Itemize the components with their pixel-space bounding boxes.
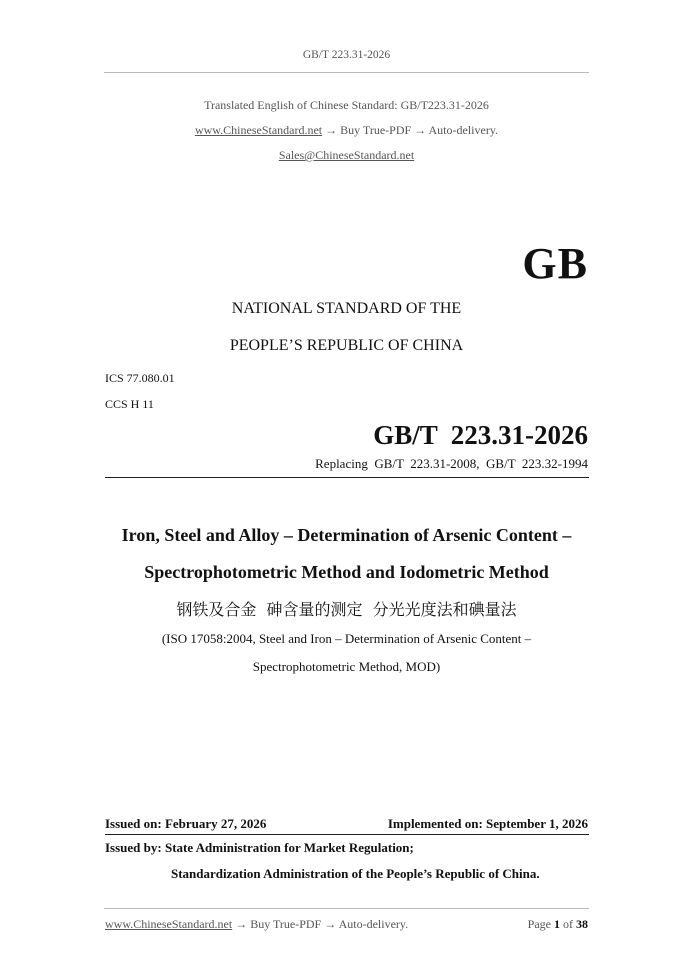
issued-by-line2: Standardization Administration of the People’s Republic of China. (171, 866, 540, 881)
buy-text: Buy True-PDF (340, 123, 412, 137)
header-rule (104, 72, 589, 73)
footer-site-link[interactable]: www.ChineseStandard.net (105, 917, 233, 931)
ics-code: ICS 77.080.01 (105, 371, 175, 385)
standard-number: GB/T 223.31-2026 (373, 420, 588, 450)
title-line1: Iron, Steel and Alloy – Determination of Arsenic Content – (121, 525, 572, 545)
sales-line (0, 148, 693, 163)
title-line2: Spectrophotometric Method and Iodometric Method (144, 562, 549, 582)
footer-delivery-line (105, 917, 408, 932)
footer-buy-text: Buy True-PDF (250, 917, 322, 931)
footer-delivery-text: Auto-delivery. (338, 917, 409, 931)
iso-reference-line2: Spectrophotometric Method, MOD) (252, 659, 441, 674)
arrow-right-icon: → (324, 917, 337, 931)
number-rule (105, 477, 589, 478)
iso-reference-line1: (ISO 17058:2004, Steel and Iron – Determination of Arsenic Content – (161, 631, 532, 646)
page-indicator (528, 917, 588, 932)
translation-note: Translated English of Chinese Standard: GB/T223.31-2026 (204, 98, 489, 112)
national-standard-line1: NATIONAL STANDARD OF THE (231, 300, 462, 317)
ccs-code: CCS H 11 (105, 397, 154, 411)
arrow-right-icon: → (325, 123, 338, 137)
site-link[interactable]: www.ChineseStandard.net (194, 123, 323, 137)
gb-logo: GB (522, 239, 588, 288)
of-label: of (563, 917, 573, 931)
issued-on: Issued on: February 27, 2026 (105, 816, 267, 831)
sales-email-link[interactable]: Sales@ChineseStandard.net (278, 148, 415, 162)
page-total: 38 (576, 917, 588, 931)
national-standard-line2: PEOPLE’S REPUBLIC OF CHINA (229, 337, 464, 354)
delivery-text: Auto-delivery. (428, 123, 499, 137)
replacing-note: Replacing GB/T 223.31-2008, GB/T 223.32-1994 (315, 456, 588, 471)
arrow-right-icon: → (235, 917, 248, 931)
running-header: GB/T 223.31-2026 (302, 49, 391, 61)
banner-delivery-line (0, 123, 693, 138)
footer-rule (104, 908, 589, 909)
chinese-title: 钢铁及合金 砷含量的测定 分光光度法和碘量法 (176, 600, 517, 619)
page-label: Page (527, 917, 551, 931)
page-number: 1 (554, 917, 560, 931)
implemented-on: Implemented on: September 1, 2026 (387, 816, 588, 831)
issue-rule (105, 834, 589, 835)
issued-by-line1: Issued by: State Administration for Market Regulation; (105, 840, 414, 855)
arrow-right-icon: → (414, 123, 427, 137)
